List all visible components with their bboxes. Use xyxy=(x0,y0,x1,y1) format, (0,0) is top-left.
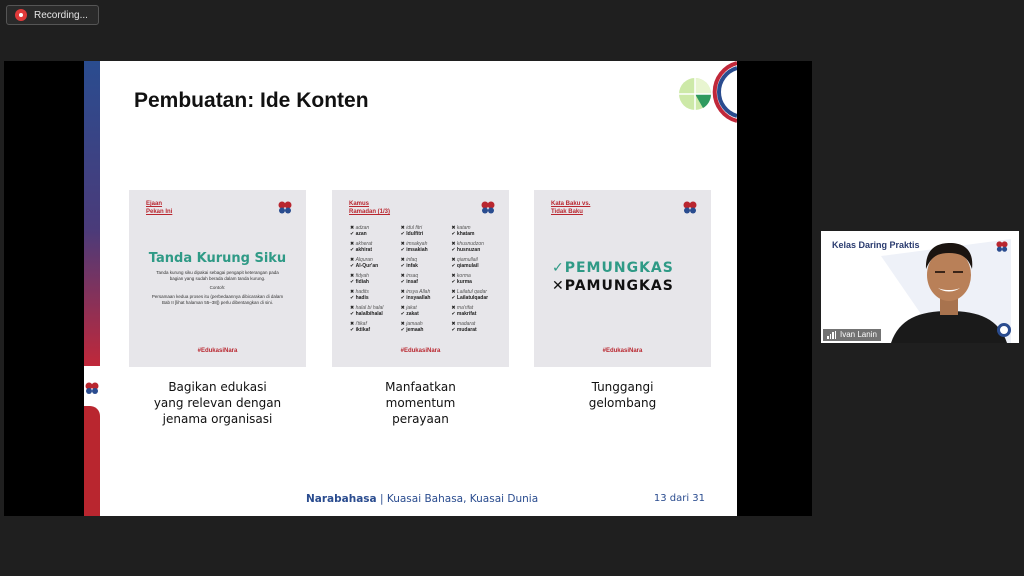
kamus-entry xyxy=(401,305,450,317)
right-spelling: hadis xyxy=(355,295,369,301)
cross-icon: ✖ xyxy=(451,273,457,279)
check-icon: ✔ xyxy=(400,311,407,317)
check-icon: ✔ xyxy=(350,279,356,285)
kamus-entry xyxy=(350,257,399,269)
wrong-spelling: ma'rifat xyxy=(456,305,474,311)
wrong-spelling: insya Allah xyxy=(406,289,431,295)
wrong-spelling: jakat xyxy=(406,305,417,311)
kamus-entry xyxy=(350,225,399,237)
cross-icon: ✖ xyxy=(451,321,457,327)
kamus-entry xyxy=(401,241,450,253)
right-spelling: fidiah xyxy=(355,279,369,285)
kamus-entry xyxy=(401,225,450,237)
cross-icon: ✖ xyxy=(451,225,457,231)
right-spelling: insaf xyxy=(406,279,418,285)
cross-icon: ✖ xyxy=(451,305,457,311)
cross-icon: ✖ xyxy=(400,225,407,231)
webcam-background-title: Kelas Daring Praktis xyxy=(832,240,920,250)
kamus-entry xyxy=(401,321,450,333)
kamus-entry xyxy=(451,321,500,333)
cross-icon: ✖ xyxy=(400,273,407,279)
check-icon: ✔ xyxy=(400,263,407,269)
wrong-spelling: adzan xyxy=(355,225,370,231)
content-card-kamus xyxy=(332,190,509,367)
check-icon: ✔ xyxy=(451,263,457,269)
card-hashtag: #EdukasiNara xyxy=(197,348,238,354)
card-tag: Kata Baku vs. Tidak Baku xyxy=(551,201,591,215)
cross-icon: ✖ xyxy=(350,257,356,263)
cross-icon: ✕ xyxy=(552,278,565,294)
baku-incorrect-word xyxy=(552,278,674,294)
right-spelling: khatam xyxy=(456,231,475,237)
right-spelling: Al-Qur'an xyxy=(355,263,379,269)
narabahasa-logo-icon xyxy=(996,238,1008,257)
card-tag: Kamus Ramadan (1/3) xyxy=(349,201,391,215)
card-caption: Tunggangi gelombang xyxy=(588,380,657,410)
right-spelling: jemaah xyxy=(406,327,424,333)
cross-icon: ✖ xyxy=(400,305,407,311)
wrong-spelling: hadits xyxy=(355,289,369,295)
kamus-entry xyxy=(451,257,500,269)
wrong-spelling: khusnudzon xyxy=(456,241,484,247)
cross-icon: ✖ xyxy=(400,321,407,327)
content-card-baku xyxy=(534,190,711,367)
check-icon: ✔ xyxy=(350,295,356,301)
check-icon: ✔ xyxy=(350,327,356,333)
kamus-entry xyxy=(350,289,399,301)
webcam-tile[interactable] xyxy=(821,231,1019,343)
slide-side-accent xyxy=(84,406,100,516)
wrong-spelling: Alquran xyxy=(355,257,373,263)
check-icon: ✔ xyxy=(350,247,356,253)
check-icon: ✔ xyxy=(451,279,457,285)
kamus-word-grid xyxy=(350,225,500,333)
cross-icon: ✖ xyxy=(451,257,457,263)
narabahasa-logo-icon xyxy=(85,379,99,398)
cross-icon: ✖ xyxy=(350,273,356,279)
right-spelling: insyaallah xyxy=(406,295,431,301)
slide-page-number: 13 dari 31 xyxy=(653,493,705,504)
card-caption: Manfaatkan momentum perayaan xyxy=(385,380,456,426)
wrong-spelling: halal bi halal xyxy=(355,305,384,311)
kamus-entry xyxy=(401,289,450,301)
decorative-circles-icon xyxy=(667,61,737,123)
check-icon: ✔ xyxy=(350,263,356,269)
cross-icon: ✖ xyxy=(451,241,457,247)
card-tag: Ejaan Pekan Ini xyxy=(146,201,173,215)
shared-screen xyxy=(4,61,812,516)
wrong-spelling: qiamullail xyxy=(456,257,478,263)
check-icon: ✔ xyxy=(400,295,407,301)
cross-icon: ✖ xyxy=(400,241,407,247)
kamus-entry xyxy=(451,305,500,317)
kamus-entry xyxy=(451,241,500,253)
wrong-spelling: korma xyxy=(456,273,471,279)
kamus-entry xyxy=(350,241,399,253)
correct-word-text: PEMUNGKAS xyxy=(564,260,674,276)
kamus-entry xyxy=(451,273,500,285)
kamus-entry xyxy=(350,273,399,285)
wrong-spelling: idul fitri xyxy=(406,225,423,231)
right-spelling: akhirat xyxy=(355,247,372,253)
check-icon: ✔ xyxy=(350,311,356,317)
right-spelling: makrifat xyxy=(456,311,477,317)
wrong-spelling: jamaah xyxy=(406,321,423,327)
card-caption: Bagikan edukasi yang relevan dengan jenama organisasi xyxy=(153,380,282,426)
right-spelling: Lailatulqadar xyxy=(456,295,489,301)
baku-correct-word xyxy=(552,260,674,276)
slide-side-bar xyxy=(84,61,100,366)
wrong-spelling: imsakyah xyxy=(406,241,428,247)
cross-icon: ✖ xyxy=(350,225,356,231)
signal-strength-icon xyxy=(827,331,836,339)
cross-icon: ✖ xyxy=(451,289,457,295)
cross-icon: ✖ xyxy=(350,289,356,295)
kamus-entry xyxy=(451,289,500,301)
brand-tagline: | Kuasai Bahasa, Kuasai Dunia xyxy=(379,493,539,505)
wrong-spelling: katam xyxy=(456,225,471,231)
right-spelling: iktikaf xyxy=(355,327,371,333)
card-body-line: Persamaan kedua proses itu (perbedaannya dibicarakan di dalam Bab II [lihat halaman 55–38]) perlu dibentangkan di sini. xyxy=(151,294,284,305)
kamus-entry xyxy=(401,273,450,285)
kamus-entry xyxy=(401,257,450,269)
record-icon xyxy=(15,9,27,21)
right-spelling: azan xyxy=(355,231,367,237)
right-spelling: husnuzan xyxy=(456,247,481,253)
kamus-entry xyxy=(451,225,500,237)
cross-icon: ✖ xyxy=(350,321,356,327)
incorrect-word-text: PAMUNGKAS xyxy=(564,278,674,294)
right-spelling: halalbihalal xyxy=(355,311,383,317)
card-body-line: Contoh: xyxy=(209,285,226,290)
participant-name-label xyxy=(823,329,881,341)
recording-indicator[interactable] xyxy=(6,5,99,25)
card-body-line: Tanda kurung siku dipakai sebagai pengapit keterangan pada bagian yang sudah berada dalam tanda kurung. xyxy=(156,270,279,281)
check-icon: ✔ xyxy=(451,327,457,333)
check-icon: ✔ xyxy=(400,247,407,253)
check-icon: ✔ xyxy=(451,231,457,237)
content-card-ejaan xyxy=(129,190,306,367)
cross-icon: ✖ xyxy=(400,289,407,295)
check-icon: ✔ xyxy=(451,295,457,301)
narabahasa-logo-icon xyxy=(481,200,495,219)
card-hashtag: #EdukasiNara xyxy=(400,348,441,354)
recording-label: Recording... xyxy=(34,9,88,21)
right-spelling: infak xyxy=(406,263,418,269)
cross-icon: ✖ xyxy=(400,257,407,263)
slide-footer-brand xyxy=(306,493,538,505)
card-hashtag: #EdukasiNara xyxy=(602,348,643,354)
right-spelling: imsakiah xyxy=(406,247,428,253)
wrong-spelling: infaq xyxy=(406,257,418,263)
check-icon: ✔ xyxy=(400,327,407,333)
right-spelling: zakat xyxy=(406,311,419,317)
card-body xyxy=(151,270,284,309)
check-icon: ✔ xyxy=(350,231,356,237)
brand-name: Narabahasa xyxy=(306,493,377,505)
check-icon: ✓ xyxy=(552,260,565,276)
right-spelling: Idulfitri xyxy=(406,231,424,237)
presentation-slide xyxy=(84,61,737,516)
right-spelling: qiamulail xyxy=(456,263,479,269)
check-icon: ✔ xyxy=(451,311,457,317)
narabahasa-logo-icon xyxy=(278,200,292,219)
wrong-spelling: akherat xyxy=(355,241,373,247)
kamus-entry xyxy=(350,321,399,333)
cross-icon: ✖ xyxy=(350,241,356,247)
right-spelling: kurma xyxy=(456,279,472,285)
check-icon: ✔ xyxy=(400,279,407,285)
check-icon: ✔ xyxy=(400,231,407,237)
narabahasa-logo-icon xyxy=(683,200,697,219)
right-spelling: mudarat xyxy=(456,327,477,333)
cross-icon: ✖ xyxy=(350,305,356,311)
participant-name: Ivan Lanin xyxy=(840,330,877,339)
wrong-spelling: madarat xyxy=(456,321,476,327)
kamus-entry xyxy=(350,305,399,317)
slide-title: Pembuatan: Ide Konten xyxy=(134,89,369,112)
wrong-spelling: Lailatul qadar xyxy=(456,289,487,295)
wrong-spelling: i'tikaf xyxy=(355,321,367,327)
decorative-ring-icon xyxy=(997,323,1011,337)
check-icon: ✔ xyxy=(451,247,457,253)
wrong-spelling: fidyah xyxy=(355,273,369,279)
wrong-spelling: insaq xyxy=(406,273,419,279)
card-headline: Tanda Kurung Siku xyxy=(148,251,287,266)
